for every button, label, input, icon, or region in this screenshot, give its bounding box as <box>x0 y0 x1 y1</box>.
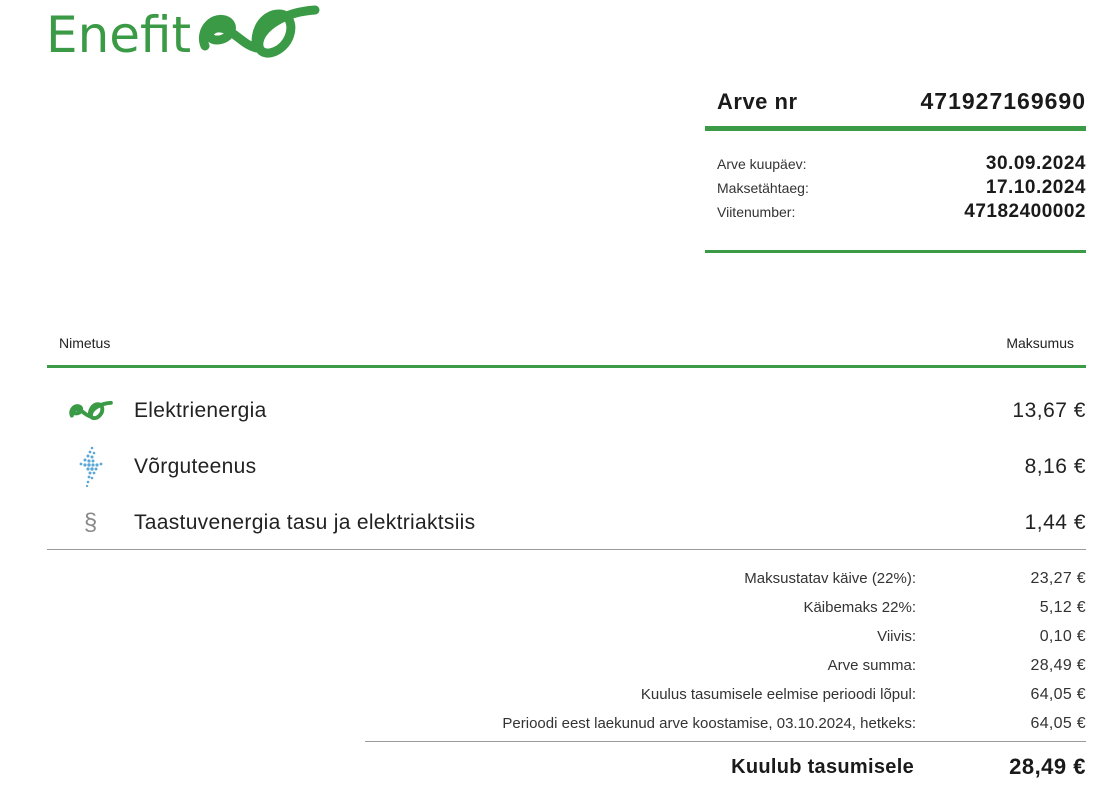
amount-due-value: 28,49 € <box>1009 754 1086 779</box>
items-divider <box>47 549 1086 550</box>
payments-received-label: Perioodi eest laekunud arve koostamise, 03.10.2024, hetkeks: <box>502 715 916 732</box>
amount-due-label: Kuulub tasumisele <box>731 755 914 778</box>
summary-row <box>300 651 1086 680</box>
payments-received-value: 64,05 € <box>1030 714 1086 732</box>
invoice-number-label: Arve nr <box>717 89 798 114</box>
invoice-header-divider <box>705 126 1086 131</box>
due-date-row <box>717 177 1086 201</box>
invoice-meta <box>717 153 1086 225</box>
grid-lightning-icon <box>47 445 134 489</box>
invoice-meta-divider <box>705 250 1086 253</box>
invoice-sum-value: 28,49 € <box>1030 656 1086 674</box>
line-item <box>47 439 1086 495</box>
late-fee-label: Viivis: <box>877 628 916 645</box>
section-sign-icon: § <box>83 509 98 536</box>
invoice-date-row <box>717 153 1086 177</box>
summary-row <box>300 564 1086 593</box>
total-divider <box>365 741 1086 742</box>
column-header-name: Nimetus <box>59 335 111 351</box>
amount-due-row <box>300 752 1086 782</box>
vat-label: Käibemaks 22%: <box>803 599 916 616</box>
summary-row <box>300 593 1086 622</box>
enefit-logo-icon <box>197 2 321 64</box>
enefit-logo <box>46 0 321 70</box>
column-header-cost: Maksumus <box>1006 335 1074 351</box>
table-header-divider <box>47 365 1086 368</box>
line-item-cost: 1,44 € <box>1024 511 1086 534</box>
taxable-turnover-label: Maksustatav käive (22%): <box>744 570 916 587</box>
invoice-sum-label: Arve summa: <box>827 657 916 674</box>
invoice-summary <box>300 564 1086 738</box>
invoice-date-label: Arve kuupäev: <box>717 156 807 172</box>
vat-value: 5,12 € <box>1039 598 1086 616</box>
enefit-logo-icon <box>47 399 134 423</box>
summary-row <box>300 680 1086 709</box>
late-fee-value: 0,10 € <box>1039 627 1086 645</box>
line-item <box>47 383 1086 439</box>
due-date-label: Maksetähtaeg: <box>717 180 809 196</box>
taxable-turnover-value: 23,27 € <box>1030 569 1086 587</box>
reference-number-row <box>717 201 1086 225</box>
line-item-name: Taastuvenergia tasu ja elektriaktsiis <box>134 511 476 534</box>
previous-due-value: 64,05 € <box>1030 685 1086 703</box>
summary-row <box>300 622 1086 651</box>
reference-number-label: Viitenumber: <box>717 204 796 220</box>
line-item-name: Elektrienergia <box>134 399 267 422</box>
due-date: 17.10.2024 <box>985 177 1086 198</box>
invoice-number: 471927169690 <box>920 88 1086 114</box>
line-items <box>47 383 1086 551</box>
brand-name: Enefit <box>46 6 192 64</box>
line-item-name: Võrguteenus <box>134 455 257 478</box>
line-item-cost: 8,16 € <box>1024 455 1086 478</box>
line-item <box>47 495 1086 551</box>
summary-row <box>300 709 1086 738</box>
invoice-date: 30.09.2024 <box>985 153 1086 174</box>
previous-due-label: Kuulus tasumisele eelmise perioodi lõpul: <box>640 686 916 703</box>
line-item-cost: 13,67 € <box>1012 399 1086 422</box>
invoice-number-row <box>717 88 1086 115</box>
reference-number: 47182400002 <box>964 201 1086 222</box>
